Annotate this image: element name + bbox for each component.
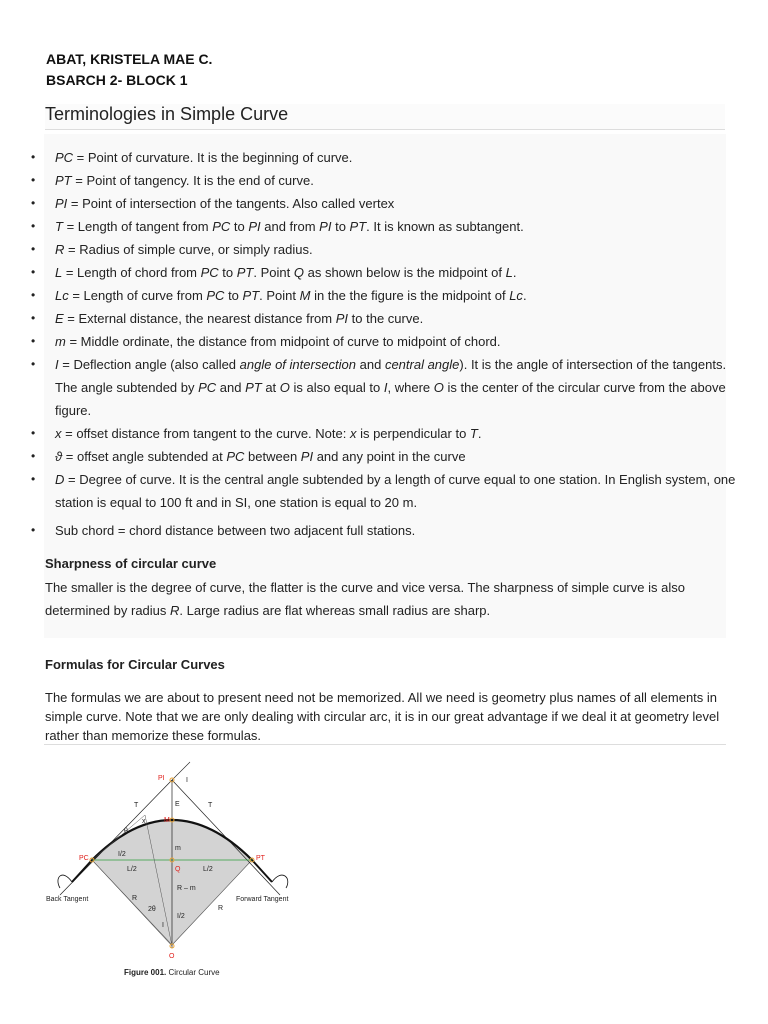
term-symbol: m — [55, 334, 66, 349]
term-item — [0, 169, 740, 192]
bullet-icon: • — [31, 311, 36, 325]
term-symbol: PC — [206, 288, 225, 303]
label-theta: θ — [124, 828, 128, 835]
term-text: = Length of chord from — [62, 265, 201, 280]
term-symbol: R — [170, 603, 180, 618]
term-text: Sub chord = chord distance between two adjacent full stations. — [55, 523, 416, 538]
term-symbol: M — [299, 288, 311, 303]
term-text: and — [356, 357, 385, 372]
term-item — [0, 445, 740, 468]
label-l2-left: L/2 — [127, 866, 137, 873]
label-i-top: I — [186, 777, 188, 784]
term-symbol: PI — [55, 196, 68, 211]
label-m-point: M — [164, 817, 170, 824]
term-item — [0, 307, 740, 330]
term-text: = Length of tangent from — [62, 219, 213, 234]
back-tangent-bold — [72, 860, 92, 882]
term-symbol: PC — [226, 449, 245, 464]
bullet-icon: • — [31, 242, 36, 256]
figure-caption — [124, 968, 220, 977]
term-item — [0, 353, 740, 422]
term-symbol: PI — [300, 449, 314, 464]
term-text: The smaller is the degree of curve, the flatter is the curve and vice versa. The sharpness of simple curve is also determined by radius — [45, 580, 685, 618]
label-r-right: R — [218, 905, 224, 912]
author-block — [46, 49, 212, 91]
term-text: = Point of curvature. It is the beginning of curve. — [73, 150, 353, 165]
term-symbol: R — [55, 242, 65, 257]
circular-curve-figure — [40, 760, 310, 990]
term-text: = Point of intersection of the tangents. Also called vertex — [67, 196, 395, 211]
author-name: ABAT, KRISTELA MAE C. — [46, 51, 213, 67]
label-r-left: R — [132, 895, 138, 902]
term-text: to — [218, 265, 237, 280]
term-symbol: PT — [242, 288, 260, 303]
caption-number: Figure 001. — [124, 968, 167, 977]
term-symbol: T — [55, 219, 63, 234]
term-text: . — [522, 288, 527, 303]
bullet-icon: • — [31, 334, 36, 348]
label-x: x — [142, 818, 146, 825]
label-m: m — [175, 845, 181, 852]
term-text: is perpendicular to — [356, 426, 470, 441]
term-symbol: T — [469, 426, 478, 441]
formulas-heading: Formulas for Circular Curves — [45, 657, 225, 672]
label-back-tangent: Back Tangent — [46, 896, 89, 903]
author-section: BSARCH 2- BLOCK 1 — [46, 72, 188, 88]
label-i2-bottom: I/2 — [177, 913, 185, 920]
formulas-text: The formulas we are about to present need not be memorized. All we need is geometry plus names of all elements in simple curve. Note that we are only dealing with circular arc, it is in our great advantage if we deal it at geometry level rather than memorize these formulas. — [45, 690, 720, 743]
forward-tangent-bold — [252, 860, 272, 882]
term-symbol: PC — [212, 219, 231, 234]
term-item — [0, 192, 740, 215]
term-text: = Middle ordinate, the distance from midpoint of curve to midpoint of chord. — [65, 334, 501, 349]
term-text: in the the figure is the midpoint of — [310, 288, 510, 303]
label-t-right: T — [208, 802, 213, 809]
term-text: at — [261, 380, 280, 395]
bullet-icon: • — [31, 288, 36, 302]
term-text: to the curve. — [348, 311, 424, 326]
term-symbol: L — [55, 265, 63, 280]
bullet-icon: • — [31, 357, 36, 371]
term-text: to — [331, 219, 350, 234]
label-two-theta: 2θ — [148, 906, 156, 913]
term-item — [0, 238, 740, 261]
term-symbol: PC — [198, 380, 217, 395]
term-item — [0, 330, 740, 353]
term-symbol: Q — [293, 265, 304, 280]
bullet-icon: • — [31, 472, 36, 486]
term-symbol: L — [505, 265, 513, 280]
term-item — [0, 519, 740, 542]
term-symbol: PT — [55, 173, 72, 188]
term-symbol: O — [433, 380, 444, 395]
label-l2-right: L/2 — [203, 866, 213, 873]
term-text: . Point — [259, 288, 300, 303]
term-symbol: central angle — [384, 357, 460, 372]
label-pc: PC — [79, 855, 89, 862]
term-symbol: x — [349, 426, 357, 441]
sharpness-heading: Sharpness of circular curve — [45, 556, 217, 571]
term-text: ). It is the angle of intersection of the tangents. The angle subtended by — [55, 357, 727, 395]
term-item — [0, 468, 740, 514]
terms-list — [0, 146, 740, 542]
term-symbol: PI — [248, 219, 261, 234]
term-symbol: Lc — [55, 288, 69, 303]
term-text: . It is known as subtangent. — [366, 219, 524, 234]
term-symbol: O — [279, 380, 290, 395]
term-item — [0, 215, 740, 238]
term-symbol: Lc — [509, 288, 523, 303]
term-text: = offset distance from tangent to the curve. Note: — [61, 426, 350, 441]
term-text: = Radius of simple curve, or simply radius. — [64, 242, 313, 257]
term-symbol: E — [55, 311, 64, 326]
term-symbol: D — [55, 472, 65, 487]
term-symbol: I — [55, 357, 59, 372]
term-symbol: angle of intersection — [239, 357, 357, 372]
term-text: = Deflection angle (also called — [58, 357, 240, 372]
page-title: Terminologies in Simple Curve — [45, 104, 725, 130]
term-text: is the center of the circular curve from the above figure. — [55, 380, 726, 418]
bullet-icon: • — [31, 523, 36, 537]
term-text: = Degree of curve. It is the central angle subtended by a length of curve equal to one station. In English system, one station is equal to 100 ft and in SI, one station is equal to 20 m. — [55, 472, 736, 510]
term-text: = Point of tangency. It is the end of curve. — [71, 173, 314, 188]
label-pt: PT — [256, 855, 265, 862]
term-item — [0, 261, 740, 284]
label-forward-tangent: Forward Tangent — [236, 896, 289, 903]
divider — [44, 744, 726, 745]
term-symbol: I — [383, 380, 388, 395]
term-text: is also equal to — [289, 380, 384, 395]
forward-tangent-curl — [272, 875, 288, 888]
term-item — [0, 146, 740, 169]
label-pi: PI — [158, 775, 165, 782]
term-text: as shown below is the midpoint of — [303, 265, 506, 280]
term-text: = offset angle subtended at — [62, 449, 227, 464]
term-symbol: x — [55, 426, 62, 441]
term-text: . Large radius are flat whereas small radius are sharp. — [179, 603, 491, 618]
term-text: and from — [260, 219, 320, 234]
label-t-left: T — [134, 802, 139, 809]
bullet-icon: • — [31, 150, 36, 164]
term-text: to — [224, 288, 243, 303]
sharpness-text — [45, 576, 735, 622]
term-text: and any point in the curve — [313, 449, 466, 464]
term-text: to — [230, 219, 249, 234]
term-text: . — [477, 426, 482, 441]
term-text: , where — [387, 380, 434, 395]
label-i2-angle: I/2 — [118, 851, 126, 858]
term-text: . — [512, 265, 517, 280]
back-tangent-curl — [58, 875, 72, 888]
term-text: and — [216, 380, 246, 395]
caption-text: Circular Curve — [168, 968, 220, 977]
term-text: = Length of curve from — [68, 288, 207, 303]
bullet-icon: • — [31, 219, 36, 233]
bullet-icon: • — [31, 265, 36, 279]
label-o: O — [169, 953, 175, 960]
term-symbol: PC — [55, 150, 74, 165]
term-symbol: PT — [245, 380, 262, 395]
label-q: Q — [175, 866, 181, 873]
term-symbol: ϑ — [55, 449, 63, 464]
label-i-bottom: I — [162, 922, 164, 929]
term-symbol: PT — [236, 265, 254, 280]
label-e: E — [175, 801, 180, 808]
term-text: between — [244, 449, 301, 464]
term-symbol: PI — [319, 219, 332, 234]
bullet-icon: • — [31, 449, 36, 463]
term-text: . Point — [253, 265, 294, 280]
term-item — [0, 284, 740, 307]
term-symbol: PI — [335, 311, 349, 326]
bullet-icon: • — [31, 196, 36, 210]
bullet-icon: • — [31, 426, 36, 440]
bullet-icon: • — [31, 173, 36, 187]
label-r-minus-m: R – m — [177, 885, 196, 892]
term-symbol: PT — [349, 219, 367, 234]
term-symbol: PC — [200, 265, 219, 280]
term-text: = External distance, the nearest distance from — [63, 311, 336, 326]
term-item — [0, 422, 740, 445]
